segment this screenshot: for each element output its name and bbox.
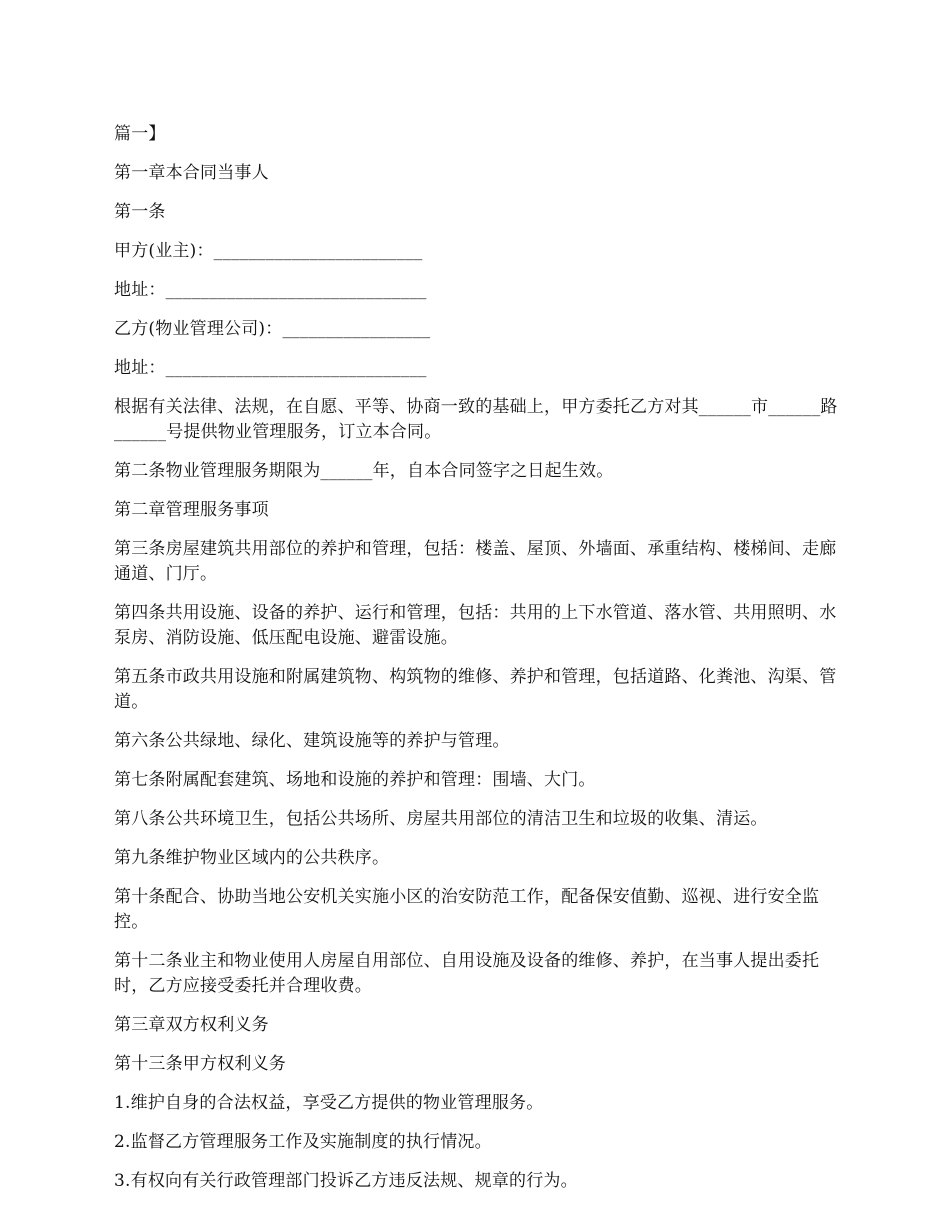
list-item: 1.维护自身的合法权益，享受乙方提供的物业管理服务。 bbox=[114, 1093, 544, 1113]
list-item: 3.有权向有关行政管理部门投诉乙方违反法规、规章的行为。 bbox=[114, 1171, 578, 1191]
article-6: 第六条公共绿地、绿化、建筑设施等的养护与管理。 bbox=[114, 731, 510, 751]
chapter-heading: 第一章本合同当事人 bbox=[114, 163, 269, 183]
article-8: 第八条公共环境卫生，包括公共场所、房屋共用部位的清洁卫生和垃圾的收集、清运。 bbox=[114, 809, 768, 829]
article-heading: 第一条 bbox=[114, 202, 166, 222]
party-b-field: 乙方(物业管理公司)：_________________ bbox=[114, 319, 431, 339]
party-b-address-field: 地址：______________________________ bbox=[114, 358, 427, 378]
section-heading: 篇一】 bbox=[114, 124, 166, 144]
list-item: 2.监督乙方管理服务工作及实施制度的执行情况。 bbox=[114, 1132, 492, 1152]
article-10: 第十条配合、协助当地公安机关实施小区的治安防范工作，配备保安值勤、巡视、进行安全监控。 bbox=[114, 887, 820, 932]
party-a-address-field: 地址：______________________________ bbox=[114, 280, 427, 300]
article-9: 第九条维护物业区域内的公共秩序。 bbox=[114, 848, 390, 868]
article-5: 第五条市政共用设施和附属建筑物、构筑物的维修、养护和管理，包括道路、化粪池、沟渠、管道。 bbox=[114, 667, 837, 712]
article-7: 第七条附属配套建筑、场地和设施的养护和管理：围墙、大门。 bbox=[114, 770, 596, 790]
contract-preamble: 根据有关法律、法规，在自愿、平等、协商一致的基础上，甲方委托乙方对其______市______路______号提供物业管理服务，订立本合同。 bbox=[114, 397, 838, 442]
chapter-2-heading: 第二章管理服务事项 bbox=[114, 500, 269, 520]
article-4: 第四条共用设施、设备的养护、运行和管理，包括：共用的上下水管道、落水管、共用照明、水泵房、消防设施、低压配电设施、避雷设施。 bbox=[114, 603, 837, 648]
party-a-field: 甲方(业主)：________________________ bbox=[114, 241, 423, 261]
article-12: 第十二条业主和物业使用人房屋自用部位、自用设施及设备的维修、养护，在当事人提出委托时，乙方应接受委托并合理收费。 bbox=[114, 951, 820, 996]
chapter-3-heading: 第三章双方权利义务 bbox=[114, 1015, 269, 1035]
document-body bbox=[114, 122, 844, 1208]
article-2: 第二条物业管理服务期限为______年，自本合同签字之日起生效。 bbox=[114, 461, 614, 481]
article-13: 第十三条甲方权利义务 bbox=[114, 1054, 286, 1074]
article-3: 第三条房屋建筑共用部位的养护和管理，包括：楼盖、屋顶、外墙面、承重结构、楼梯间、走廊通道、门厅。 bbox=[114, 539, 837, 584]
